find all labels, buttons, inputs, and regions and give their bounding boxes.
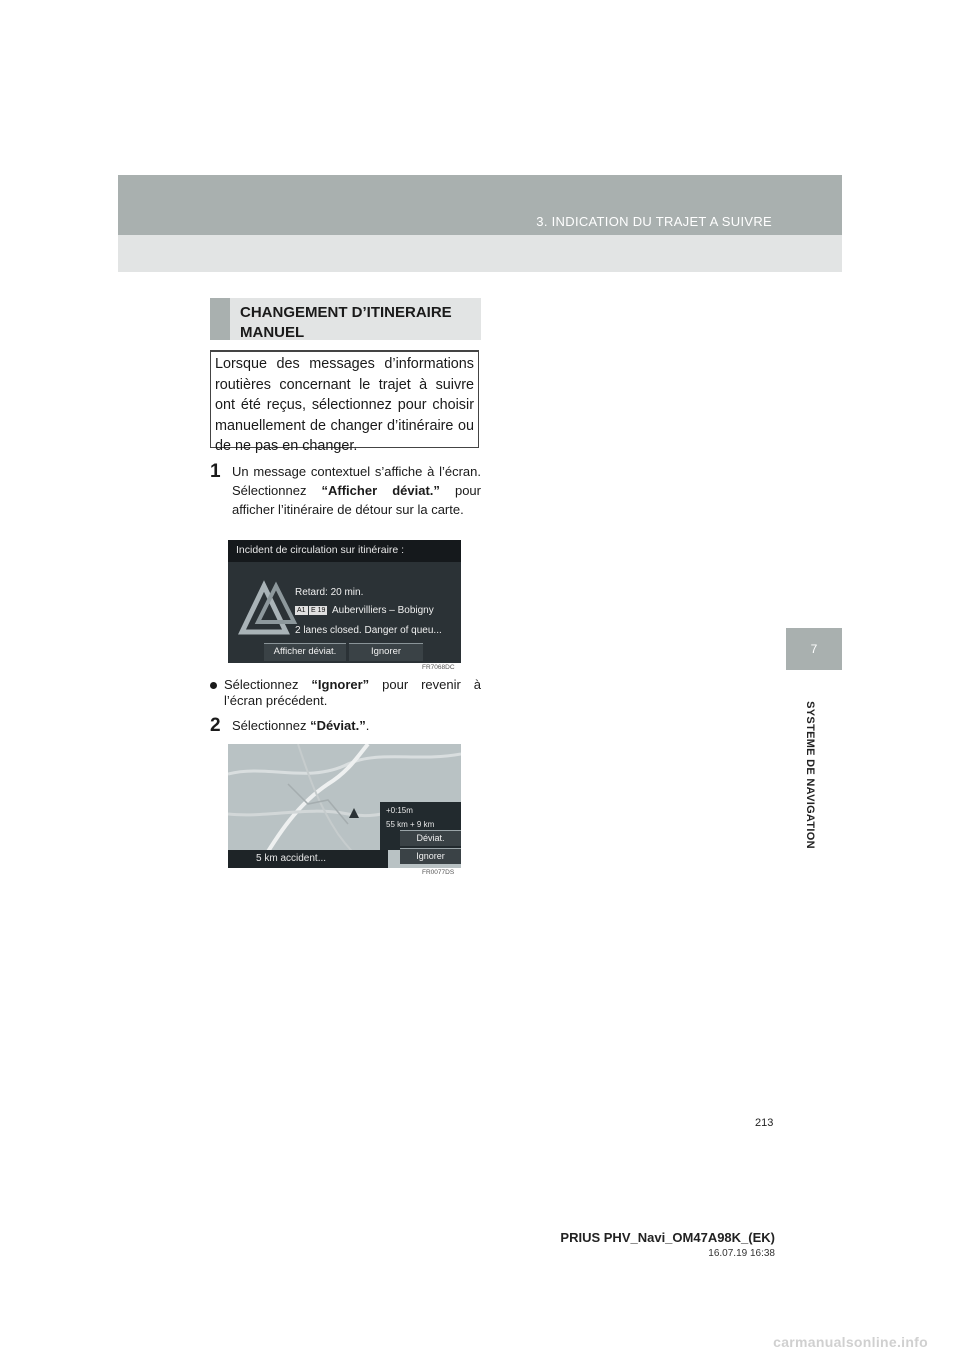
chapter-side-label [800,700,820,850]
step-1 [210,462,481,519]
chapter-tab [786,628,842,670]
popup-delay: Retard: 20 min. [295,587,364,598]
bullet-dot [210,682,217,689]
step-1-pre: Un message contextuel s’affiche à l’écran. Sélectionnez [232,464,481,498]
map-bottom-text: 5 km accident... [256,853,327,864]
footer-date: 16.07.19 16:38 [708,1248,775,1259]
road-chip-a1: A1 [297,607,306,614]
chapter-title: 3. INDICATION DU TRAJET A SUIVRE [536,214,772,229]
figure-code-1: FR7068DC [422,664,455,671]
road-chip-e19: E 19 [311,607,326,614]
section-heading-title: CHANGEMENT D’ITINERAIRE MANUEL [240,304,452,341]
popup-detail: 2 lanes closed. Danger of queu... [295,625,442,636]
detour-distance: 55 km + 9 km [386,820,435,829]
bullet-post: pour revenir à l’écran précédent. [224,677,481,708]
map-bottom-bar [228,850,388,868]
step-2-text [232,716,481,735]
step-1-bold: “Afficher déviat.” [321,483,440,498]
afficher-deviat-button[interactable]: Afficher déviat. [264,643,346,661]
popup-route: Aubervilliers – Bobigny [332,605,434,616]
step-2 [210,716,481,735]
step-2-bold: “Déviat.” [310,718,366,733]
bullet-pre: Sélectionnez [224,677,312,692]
page-number: 213 [755,1117,774,1129]
step-1-post: pour afficher l’itinéraire de détour sur la carte. [232,483,481,517]
step-2-post: . [365,718,370,733]
deviat-button[interactable]: Déviat. [400,830,461,846]
watermark: carmanualsonline.info [773,1334,928,1350]
ignorer-button[interactable]: Ignorer [349,643,423,661]
figure-code-2: FR0077DS [422,869,455,876]
step-1-text [232,462,481,519]
step-1-number: 1 [210,461,221,482]
section-heading-bar [210,298,230,340]
step-2-pre: Sélectionnez [232,718,311,733]
bullet-ignore [210,677,481,709]
map-detour-screenshot [228,744,461,868]
ignorer-map-button[interactable]: Ignorer [400,848,461,864]
chapter-number: 7 [810,642,818,656]
bullet-bold: “Ignorer” [311,677,370,692]
popup-titlebar [228,540,461,562]
intro-box [210,350,479,454]
header-sub-band [118,235,842,272]
step-2-number: 2 [210,715,221,736]
popup-title: Incident de circulation sur itinéraire : [236,544,405,556]
bullet-text [224,677,481,709]
intro-text: Lorsque des messages d’informations routières concernant le trajet à suivre ont été reçus, sélectionnez pour choisir manuellement de changer d’itinéraire ou de ne pas en changer. [215,356,474,454]
detour-time: +0:15m [386,806,413,815]
chapter-side-label-text: SYSTEME DE NAVIGATION [804,701,816,849]
section-heading [210,298,481,340]
footer-code: PRIUS PHV_Navi_OM47A98K_(EK) [560,1230,775,1245]
traffic-popup-screenshot [228,540,461,663]
